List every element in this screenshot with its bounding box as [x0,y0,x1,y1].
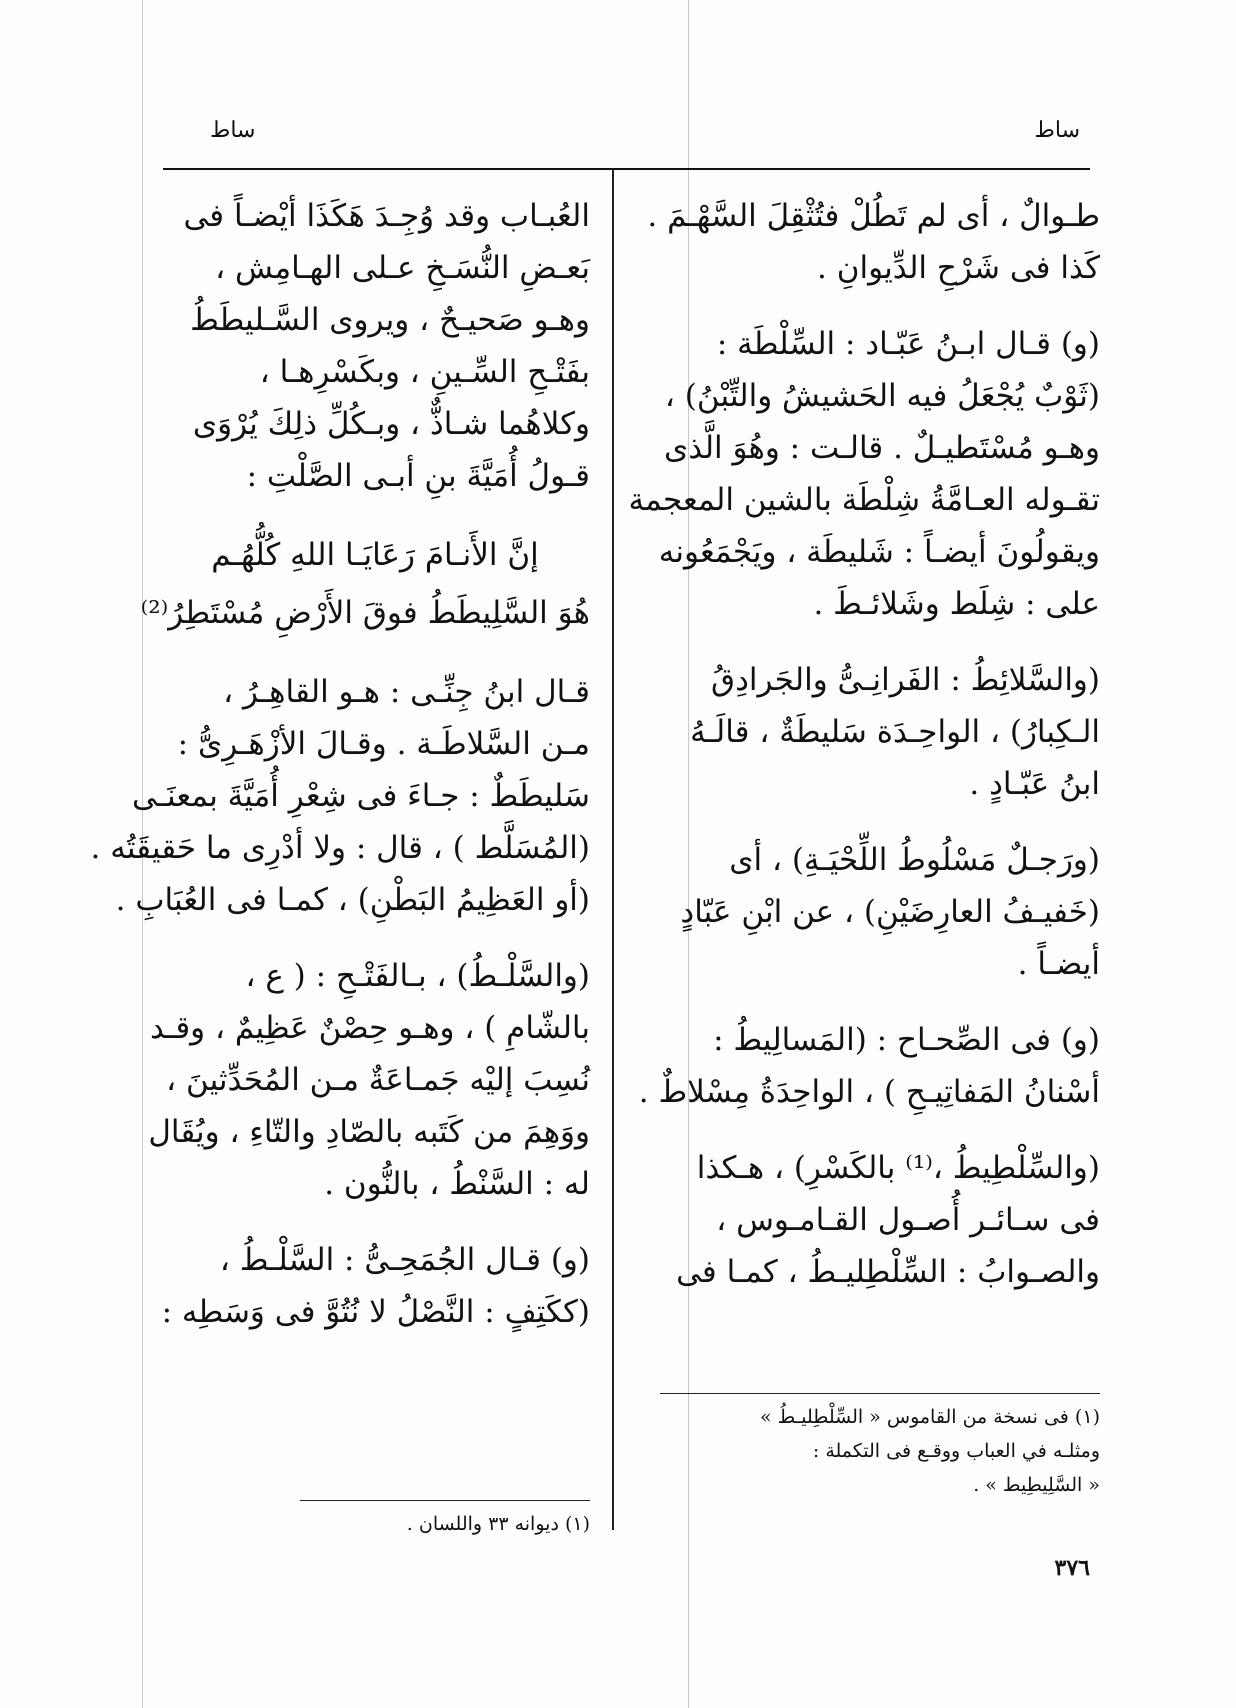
text-line: وهـو مُسْتَطيـلٌ . قالـت : وهُوَ الَّذى [664,430,1100,466]
text-line: أسْنانُ المَفاتِيـحِ ) ، الواحِدَةُ مِسْلاطٌ . [638,1074,1100,1110]
text-line: (و) قـال ابـنُ عَبّـاد : السِّلْطَة : [716,326,1100,362]
entry-paragraph [660,1142,1100,1298]
text-line: (أو العَظِيمُ البَطْنِ) ، كمـا فى العُبَابِ . [115,882,590,918]
running-header-right: ساط [1034,118,1080,143]
text-line: سَليطَطٌ : جـاءَ فى شِعْرِ أُمَيَّةَ بمعنَـى [132,778,590,814]
header-rule [163,168,1090,170]
footnote-right [660,1400,1100,1502]
entry-paragraph [628,318,1100,630]
text-line: بفَتْـحِ السِّـينِ ، وبكَسْرِهـا ، [259,354,590,390]
text-line: (والسَّلائِطُ : الفَرانِـىُّ والجَرادِقُ [711,662,1100,698]
text-line: (ثَوْبٌ يُجْعَلُ فيه الحَشيشُ والتِّبْنُ) ، [664,378,1100,414]
text-line: كَذا فى شَرْحِ الدِّيوانِ . [816,250,1100,286]
text-line: (و) قـال الجُمَحِـىُّ : السَّلْـطُ ، [219,1242,590,1278]
entry-paragraph [160,190,590,502]
text-line: أيضـاً . [1017,946,1100,982]
text-line: نُسِبَ إليْه جَمـاعَةٌ مـن المُحَدِّثينَ ، [166,1062,590,1098]
text-line: الـكِبارُ) ، الواحِـدَة سَليطَةٌ ، قالَـهُ [690,714,1100,750]
footnote-left [300,1507,590,1541]
text-line: قـولُ أُمَيَّةَ بنِ أبـى الصَّلْتِ : [246,458,590,494]
text-line: (ورَجـلٌ مَسْلُوطُ اللِّحْيَـةِ) ، أى [729,842,1100,878]
poetry-verse [140,526,590,642]
column-divider [612,170,614,1530]
text-line: (خَفيـفُ العارِضَيْنِ) ، عن ابْنِ عَبّادٍ [680,894,1100,930]
entry-paragraph [660,834,1100,990]
text-line: (والسَّلْـطُ) ، بـالفَتْـحِ : ( ع ، [245,958,590,994]
text-line: مـن السَّلاطَـة . وقـالَ الأزْهَـرِىُّ : [177,726,590,762]
text-line: (والسِّلْطِيطُ ،⁽¹⁾ بالكَسْرِ) ، هـكذا [696,1150,1100,1186]
text-line: ويقولُونَ أيضـاً : شَليطَة ، ويَجْمَعُونه [658,534,1100,570]
text-line: ابنُ عَبّـادٍ . [969,766,1100,802]
text-line: ووَهِمَ من كَتَبه بالصّادِ والتّاءِ ، ويُقَال [148,1114,590,1150]
text-line: تقـوله العـامَّةُ شِلْطَة بالشين المعجمة [628,482,1100,518]
verse-line: هُوَ السَّلِيطَطُ فوقَ الأَرْضِ مُسْتَطِرُ⁽²⁾ [140,595,590,631]
entry-paragraph [148,950,590,1210]
text-line: له : السَّنْطُ ، بالنُّون . [324,1166,590,1202]
running-header-left: ساط [210,118,256,143]
footnote-line: (١) فى نسخة من القاموس « السِّلْطِليـطُ » [759,1406,1100,1428]
text-line: (و) فى الصِّحـاح : (المَسالِيطُ : [713,1022,1100,1058]
footnote-rule-right [660,1393,1100,1394]
text-line: وكلاهُما شـاذٌّ ، وبـكُلِّ ذلِكَ يُرْوَى [192,406,590,442]
text-line: فى سـائـر أُصـول القـامـوس ، [716,1202,1100,1238]
entry-paragraph [660,654,1100,810]
entry-paragraph [638,1014,1100,1118]
entry-paragraph [647,190,1100,294]
text-line: والصـوابُ : السِّلْطِليـطُ ، كمـا فى [676,1254,1100,1290]
entry-paragraph [90,666,590,926]
footnote-line: ومثلـه في العباب ووقـع فى التكملة : [812,1440,1100,1462]
page-number: ٣٧٦ [1054,1555,1090,1581]
text-line: (المُسَلَّط ) ، قال : ولا أدْرِى ما حَقيقَتُه . [90,830,590,866]
left-column [90,190,590,1362]
footnote-line: « السَّلِيطِيط » . [973,1474,1100,1496]
footnote-rule-left [300,1500,590,1501]
entry-paragraph [160,1234,590,1338]
right-column [628,190,1100,1322]
text-line: العُبـاب وقد وُجِـدَ هَكَذَا أيْضـاً فى [183,198,590,234]
verse-line: إنَّ الأَنـامَ رَعَايَـا اللهِ كُلُّهُـم [211,537,539,573]
text-line: (ككَتِفٍ : النَّصْلُ لا نُتُوَّ فى وَسَطِه : [161,1294,590,1330]
text-line: بَعـضِ النُّسَـخِ عـلى الهـامِش ، [215,250,590,286]
footnote-line: (١) ديوانه ٣٣ واللسان . [406,1513,590,1535]
text-line: قـال ابنُ جِنِّـى : هـو القاهِـرُ ، [223,674,590,710]
text-line: وهـو صَحيـحٌ ، ويروى السَّـليطَطُ [190,302,590,338]
text-line: على : شِلَط وشَلائـطَ . [813,586,1100,622]
text-line: طـوالٌ ، أى لم تَطُلْ فتُثْقِلَ السَّهْـمَ . [647,198,1100,234]
text-line: بالشّامِ ) ، وهـو حِصْنٌ عَظِيمٌ ، وقـد [149,1010,590,1046]
